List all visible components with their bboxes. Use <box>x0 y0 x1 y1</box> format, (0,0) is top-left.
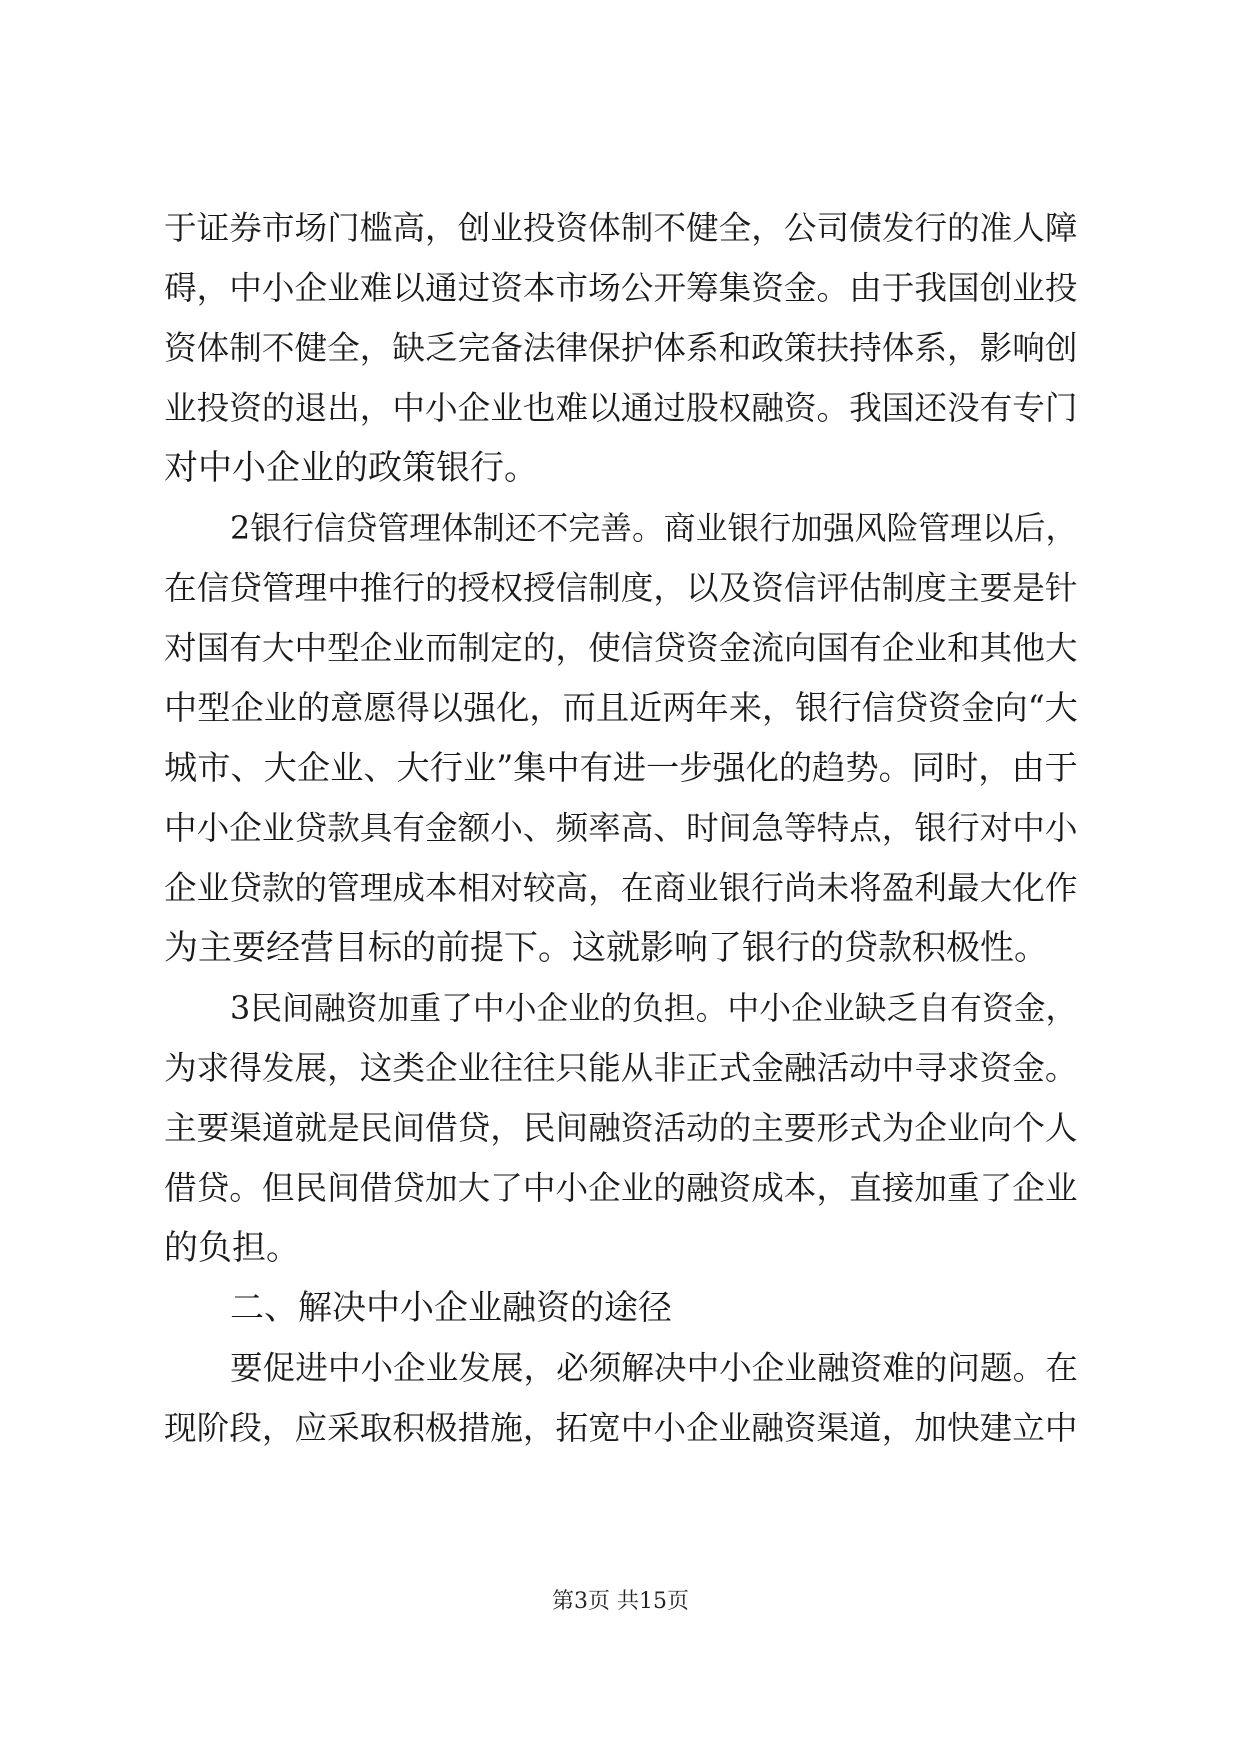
text-line: 对中小企业的政策银行。 <box>164 448 538 488</box>
text-line: 的负担。 <box>164 1228 300 1268</box>
text-line: 对国有大中型企业而制定的，使信贷资金流向国有企业和其他大 <box>164 629 1078 667</box>
text-line: 3民间融资加重了中小企业的负担。中小企业缺乏自有资金， <box>230 989 1078 1027</box>
text-line: 企业贷款的管理成本相对较高，在商业银行尚未将盈利最大化作 <box>164 869 1078 907</box>
text-line: 业投资的退出，中小企业也难以通过股权融资。我国还没有专门 <box>164 389 1078 427</box>
section-heading: 二、解决中小企业融资的途径 <box>230 1288 672 1328</box>
text-line: 资体制不健全，缺乏完备法律保护体系和政策扶持体系，影响创 <box>164 329 1078 367</box>
text-line: 要促进中小企业发展，必须解决中小企业融资难的问题。在 <box>230 1349 1078 1387</box>
text-line: 中小企业贷款具有金额小、频率高、时间急等特点，银行对中小 <box>164 809 1078 847</box>
text-line: 在信贷管理中推行的授权授信制度，以及资信评估制度主要是针 <box>164 569 1078 607</box>
text-line: 中型企业的意愿得以强化，而且近两年来，银行信贷资金向“大 <box>164 688 1078 727</box>
text-line: 城市、大企业、大行业”集中有进一步强化的趋势。同时，由于 <box>164 748 1078 787</box>
text-line: 为求得发展，这类企业往往只能从非正式金融活动中寻求资金。 <box>164 1049 1078 1087</box>
text-line: 借贷。但民间借贷加大了中小企业的融资成本，直接加重了企业 <box>164 1169 1078 1207</box>
text-line: 碍，中小企业难以通过资本市场公开筹集资金。由于我国创业投 <box>164 269 1078 307</box>
text-line: 主要渠道就是民间借贷，民间融资活动的主要形式为企业向个人 <box>164 1109 1078 1147</box>
text-line: 于证券市场门槛高，创业投资体制不健全，公司债发行的准人障 <box>164 209 1078 247</box>
text-line: 为主要经营目标的前提下。这就影响了银行的贷款积极性。 <box>164 928 1048 968</box>
text-line: 现阶段，应采取积极措施，拓宽中小企业融资渠道，加快建立中 <box>164 1409 1078 1447</box>
page-number: 第3页 共15页 <box>552 1589 689 1614</box>
text-line: 2银行信贷管理体制还不完善。商业银行加强风险管理以后， <box>230 509 1078 547</box>
